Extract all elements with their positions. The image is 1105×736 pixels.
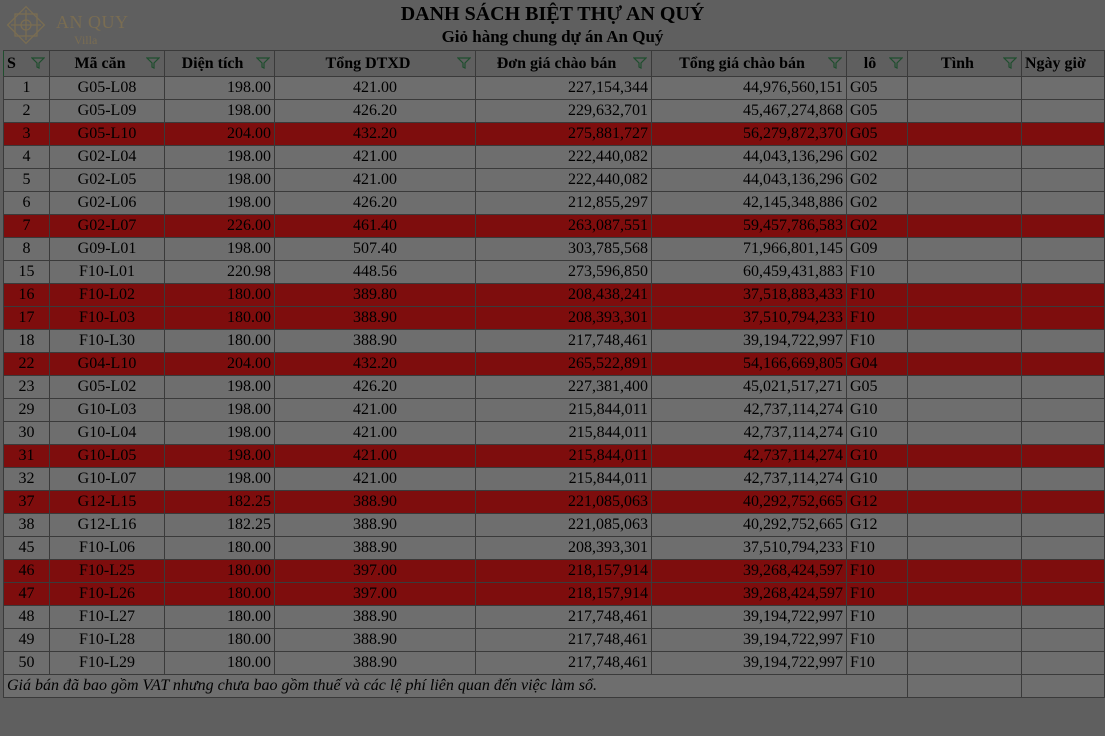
cell-tinh[interactable] — [908, 238, 1022, 261]
cell-dtxd[interactable]: 397.00 — [275, 583, 476, 606]
cell-dt[interactable]: 180.00 — [165, 537, 275, 560]
cell-tg[interactable]: 60,459,431,883 — [652, 261, 847, 284]
cell-tg[interactable]: 40,292,752,665 — [652, 491, 847, 514]
table-row[interactable] — [4, 629, 1105, 652]
cell-dt[interactable]: 180.00 — [165, 330, 275, 353]
cell-lo[interactable]: F10 — [847, 537, 908, 560]
cell-ngay[interactable] — [1022, 652, 1105, 675]
col-header-ma-can[interactable]: Mã căn — [50, 51, 165, 77]
table-row[interactable] — [4, 606, 1105, 629]
cell-ngay[interactable] — [1022, 606, 1105, 629]
cell-tg[interactable]: 39,194,722,997 — [652, 606, 847, 629]
cell-tinh[interactable] — [908, 77, 1022, 100]
col-header-don-gia[interactable]: Đơn giá chào bán — [476, 51, 652, 77]
table-row[interactable] — [4, 77, 1105, 100]
cell-dt[interactable]: 198.00 — [165, 192, 275, 215]
cell-ngay[interactable] — [1022, 583, 1105, 606]
cell-dg[interactable]: 222,440,082 — [476, 169, 652, 192]
cell-tinh[interactable] — [908, 583, 1022, 606]
cell-dg[interactable]: 218,157,914 — [476, 560, 652, 583]
table-body — [4, 77, 1105, 698]
table-row[interactable] — [4, 192, 1105, 215]
cell-tinh[interactable] — [908, 445, 1022, 468]
note-row — [4, 675, 1105, 698]
cell-tinh[interactable] — [908, 514, 1022, 537]
cell-tg[interactable]: 42,737,114,274 — [652, 468, 847, 491]
cell-ngay[interactable] — [1022, 514, 1105, 537]
table-row[interactable] — [4, 560, 1105, 583]
cell-dt[interactable]: 180.00 — [165, 652, 275, 675]
cell-tg[interactable]: 42,737,114,274 — [652, 445, 847, 468]
cell-dtxd[interactable]: 388.90 — [275, 606, 476, 629]
cell-dt[interactable]: 220.98 — [165, 261, 275, 284]
cell-dg[interactable]: 265,522,891 — [476, 353, 652, 376]
cell-dt[interactable]: 198.00 — [165, 169, 275, 192]
cell-s[interactable]: 1 — [4, 77, 50, 100]
cell-dg[interactable]: 215,844,011 — [476, 468, 652, 491]
cell-tinh[interactable] — [908, 399, 1022, 422]
cell-dt[interactable]: 204.00 — [165, 123, 275, 146]
cell-ma[interactable]: G10-L05 — [50, 445, 165, 468]
table-row[interactable] — [4, 284, 1105, 307]
cell-tinh[interactable] — [908, 629, 1022, 652]
cell-dt[interactable]: 198.00 — [165, 146, 275, 169]
table-row[interactable] — [4, 514, 1105, 537]
cell-dtxd[interactable]: 426.20 — [275, 192, 476, 215]
table-row[interactable] — [4, 330, 1105, 353]
cell-s[interactable]: 23 — [4, 376, 50, 399]
cell-dtxd[interactable]: 389.80 — [275, 284, 476, 307]
cell-ngay[interactable] — [1022, 353, 1105, 376]
cell-dg[interactable]: 208,438,241 — [476, 284, 652, 307]
cell-dt[interactable]: 198.00 — [165, 238, 275, 261]
cell-dg[interactable]: 227,381,400 — [476, 376, 652, 399]
cell-dg[interactable]: 217,748,461 — [476, 629, 652, 652]
cell-lo[interactable]: G10 — [847, 445, 908, 468]
filter-dropdown-icon[interactable] — [889, 57, 903, 69]
cell-ma[interactable]: F10-L29 — [50, 652, 165, 675]
cell-ngay[interactable] — [1022, 215, 1105, 238]
table-row[interactable] — [4, 123, 1105, 146]
cell-tinh[interactable] — [908, 146, 1022, 169]
cell-lo[interactable]: F10 — [847, 284, 908, 307]
cell-lo[interactable]: G10 — [847, 422, 908, 445]
cell-ma[interactable]: G04-L10 — [50, 353, 165, 376]
cell-s[interactable]: 31 — [4, 445, 50, 468]
col-header-tong-dtxd[interactable]: Tổng DTXD — [275, 51, 476, 77]
cell-s[interactable]: 30 — [4, 422, 50, 445]
cell-dtxd[interactable]: 421.00 — [275, 422, 476, 445]
col-header-tinh[interactable]: Tình — [908, 51, 1022, 77]
cell-dg[interactable]: 215,844,011 — [476, 399, 652, 422]
cell-ma[interactable]: F10-L27 — [50, 606, 165, 629]
cell-lo[interactable]: F10 — [847, 307, 908, 330]
cell-ma[interactable]: G05-L09 — [50, 100, 165, 123]
table-row[interactable] — [4, 491, 1105, 514]
cell-s[interactable]: 5 — [4, 169, 50, 192]
cell-tinh[interactable] — [908, 261, 1022, 284]
cell-tg[interactable]: 44,043,136,296 — [652, 169, 847, 192]
cell-s[interactable]: 16 — [4, 284, 50, 307]
cell-tg[interactable]: 42,737,114,274 — [652, 399, 847, 422]
note-text: Giá bán đã bao gồm VAT nhưng chưa bao gồm thuế và các lệ phí liên quan đến việc làm sổ. — [4, 675, 908, 698]
cell-s[interactable]: 4 — [4, 146, 50, 169]
cell-dtxd[interactable]: 421.00 — [275, 445, 476, 468]
table-row[interactable] — [4, 652, 1105, 675]
col-header-lo[interactable]: lô — [847, 51, 908, 77]
note-cell-ngay[interactable] — [1022, 675, 1105, 698]
cell-dtxd[interactable]: 432.20 — [275, 123, 476, 146]
cell-tg[interactable]: 39,194,722,997 — [652, 652, 847, 675]
cell-ma[interactable]: G12-L16 — [50, 514, 165, 537]
table-row[interactable] — [4, 537, 1105, 560]
cell-lo[interactable]: G05 — [847, 77, 908, 100]
cell-ngay[interactable] — [1022, 468, 1105, 491]
cell-ma[interactable]: G02-L07 — [50, 215, 165, 238]
cell-ma[interactable]: G02-L05 — [50, 169, 165, 192]
cell-s[interactable]: 22 — [4, 353, 50, 376]
cell-dtxd[interactable]: 421.00 — [275, 77, 476, 100]
cell-ma[interactable]: F10-L26 — [50, 583, 165, 606]
table-row[interactable] — [4, 261, 1105, 284]
cell-ma[interactable]: G09-L01 — [50, 238, 165, 261]
table-row[interactable] — [4, 445, 1105, 468]
cell-ngay[interactable] — [1022, 307, 1105, 330]
cell-tinh[interactable] — [908, 560, 1022, 583]
col-header-s[interactable]: S — [4, 51, 50, 77]
cell-dg[interactable]: 273,596,850 — [476, 261, 652, 284]
cell-tinh[interactable] — [908, 652, 1022, 675]
cell-tg[interactable]: 37,510,794,233 — [652, 537, 847, 560]
cell-tg[interactable]: 71,966,801,145 — [652, 238, 847, 261]
filter-dropdown-icon[interactable] — [31, 57, 45, 69]
cell-dt[interactable]: 182.25 — [165, 514, 275, 537]
cell-lo[interactable]: G05 — [847, 123, 908, 146]
col-header-dien-tich[interactable]: Diện tích — [165, 51, 275, 77]
cell-dtxd[interactable]: 388.90 — [275, 330, 476, 353]
cell-tg[interactable]: 54,166,669,805 — [652, 353, 847, 376]
filter-dropdown-icon[interactable] — [828, 57, 842, 69]
cell-s[interactable]: 2 — [4, 100, 50, 123]
cell-ma[interactable]: F10-L06 — [50, 537, 165, 560]
cell-dg[interactable]: 227,154,344 — [476, 77, 652, 100]
cell-dtxd[interactable]: 388.90 — [275, 307, 476, 330]
cell-dtxd[interactable]: 426.20 — [275, 100, 476, 123]
cell-ma[interactable]: G10-L04 — [50, 422, 165, 445]
cell-dg[interactable]: 217,748,461 — [476, 330, 652, 353]
cell-dt[interactable]: 198.00 — [165, 422, 275, 445]
cell-lo[interactable]: F10 — [847, 606, 908, 629]
cell-tg[interactable]: 56,279,872,370 — [652, 123, 847, 146]
cell-dg[interactable]: 212,855,297 — [476, 192, 652, 215]
cell-dg[interactable]: 275,881,727 — [476, 123, 652, 146]
cell-dg[interactable]: 215,844,011 — [476, 445, 652, 468]
cell-ngay[interactable] — [1022, 491, 1105, 514]
cell-ngay[interactable] — [1022, 284, 1105, 307]
cell-ngay[interactable] — [1022, 123, 1105, 146]
cell-dt[interactable]: 204.00 — [165, 353, 275, 376]
cell-dtxd[interactable]: 421.00 — [275, 468, 476, 491]
cell-dt[interactable]: 226.00 — [165, 215, 275, 238]
cell-ngay[interactable] — [1022, 629, 1105, 652]
cell-ma[interactable]: F10-L01 — [50, 261, 165, 284]
cell-dtxd[interactable]: 507.40 — [275, 238, 476, 261]
cell-dt[interactable]: 182.25 — [165, 491, 275, 514]
cell-dtxd[interactable]: 432.20 — [275, 353, 476, 376]
cell-s[interactable]: 29 — [4, 399, 50, 422]
cell-dg[interactable]: 215,844,011 — [476, 422, 652, 445]
cell-lo[interactable]: F10 — [847, 560, 908, 583]
cell-s[interactable]: 46 — [4, 560, 50, 583]
cell-ngay[interactable] — [1022, 77, 1105, 100]
cell-tg[interactable]: 59,457,786,583 — [652, 215, 847, 238]
cell-ngay[interactable] — [1022, 422, 1105, 445]
cell-ngay[interactable] — [1022, 445, 1105, 468]
cell-tg[interactable]: 44,976,560,151 — [652, 77, 847, 100]
cell-ngay[interactable] — [1022, 238, 1105, 261]
cell-ma[interactable]: G02-L06 — [50, 192, 165, 215]
cell-dg[interactable]: 229,632,701 — [476, 100, 652, 123]
cell-lo[interactable]: G02 — [847, 192, 908, 215]
table-row[interactable] — [4, 583, 1105, 606]
cell-dtxd[interactable]: 421.00 — [275, 399, 476, 422]
cell-lo[interactable]: G12 — [847, 491, 908, 514]
table-row[interactable] — [4, 146, 1105, 169]
cell-lo[interactable]: F10 — [847, 583, 908, 606]
cell-tg[interactable]: 44,043,136,296 — [652, 146, 847, 169]
cell-dt[interactable]: 198.00 — [165, 100, 275, 123]
table-row[interactable] — [4, 307, 1105, 330]
cell-ma[interactable]: G10-L07 — [50, 468, 165, 491]
cell-dtxd[interactable]: 421.00 — [275, 169, 476, 192]
header-row — [4, 51, 1105, 77]
cell-dt[interactable]: 180.00 — [165, 606, 275, 629]
table-row[interactable] — [4, 376, 1105, 399]
note-cell-tinh[interactable] — [908, 675, 1022, 698]
cell-dt[interactable]: 180.00 — [165, 307, 275, 330]
cell-s[interactable]: 50 — [4, 652, 50, 675]
villa-table — [3, 50, 1105, 698]
cell-s[interactable]: 47 — [4, 583, 50, 606]
cell-ma[interactable]: G02-L04 — [50, 146, 165, 169]
cell-tinh[interactable] — [908, 606, 1022, 629]
cell-s[interactable]: 3 — [4, 123, 50, 146]
cell-ngay[interactable] — [1022, 261, 1105, 284]
table-row[interactable] — [4, 422, 1105, 445]
cell-lo[interactable]: G04 — [847, 353, 908, 376]
cell-tg[interactable]: 45,021,517,271 — [652, 376, 847, 399]
cell-tg[interactable]: 40,292,752,665 — [652, 514, 847, 537]
cell-tinh[interactable] — [908, 422, 1022, 445]
cell-tg[interactable]: 42,145,348,886 — [652, 192, 847, 215]
cell-s[interactable]: 17 — [4, 307, 50, 330]
cell-dg[interactable]: 208,393,301 — [476, 307, 652, 330]
cell-dt[interactable]: 198.00 — [165, 445, 275, 468]
cell-ngay[interactable] — [1022, 169, 1105, 192]
cell-s[interactable]: 7 — [4, 215, 50, 238]
cell-ngay[interactable] — [1022, 376, 1105, 399]
cell-tinh[interactable] — [908, 353, 1022, 376]
cell-tinh[interactable] — [908, 169, 1022, 192]
cell-dt[interactable]: 180.00 — [165, 560, 275, 583]
table-row[interactable] — [4, 468, 1105, 491]
cell-dt[interactable]: 180.00 — [165, 629, 275, 652]
filter-dropdown-icon[interactable] — [633, 57, 647, 69]
cell-dt[interactable]: 198.00 — [165, 399, 275, 422]
cell-ma[interactable]: F10-L25 — [50, 560, 165, 583]
cell-s[interactable]: 49 — [4, 629, 50, 652]
col-header-ngay-gio[interactable]: Ngày giờ — [1022, 51, 1105, 77]
cell-ma[interactable]: G10-L03 — [50, 399, 165, 422]
cell-dg[interactable]: 222,440,082 — [476, 146, 652, 169]
page-title: DANH SÁCH BIỆT THỰ AN QUÝ — [400, 3, 705, 25]
cell-ma[interactable]: G05-L10 — [50, 123, 165, 146]
cell-tinh[interactable] — [908, 192, 1022, 215]
cell-dt[interactable]: 198.00 — [165, 376, 275, 399]
table-row[interactable] — [4, 238, 1105, 261]
cell-tg[interactable]: 45,467,274,868 — [652, 100, 847, 123]
cell-ma[interactable]: F10-L03 — [50, 307, 165, 330]
table-row[interactable] — [4, 100, 1105, 123]
cell-tinh[interactable] — [908, 284, 1022, 307]
cell-tg[interactable]: 39,194,722,997 — [652, 629, 847, 652]
cell-dg[interactable]: 208,393,301 — [476, 537, 652, 560]
cell-ma[interactable]: F10-L30 — [50, 330, 165, 353]
cell-ngay[interactable] — [1022, 100, 1105, 123]
table-row[interactable] — [4, 169, 1105, 192]
cell-lo[interactable]: G09 — [847, 238, 908, 261]
cell-dg[interactable]: 303,785,568 — [476, 238, 652, 261]
cell-s[interactable]: 48 — [4, 606, 50, 629]
cell-lo[interactable]: G12 — [847, 514, 908, 537]
cell-tg[interactable]: 39,268,424,597 — [652, 560, 847, 583]
cell-lo[interactable]: G02 — [847, 146, 908, 169]
cell-lo[interactable]: F10 — [847, 652, 908, 675]
cell-s[interactable]: 15 — [4, 261, 50, 284]
cell-s[interactable]: 18 — [4, 330, 50, 353]
cell-s[interactable]: 8 — [4, 238, 50, 261]
filter-dropdown-icon[interactable] — [1003, 57, 1017, 69]
cell-ma[interactable]: G12-L15 — [50, 491, 165, 514]
cell-lo[interactable]: G10 — [847, 468, 908, 491]
cell-dtxd[interactable]: 388.90 — [275, 537, 476, 560]
filter-dropdown-icon[interactable] — [457, 57, 471, 69]
filter-dropdown-icon[interactable] — [146, 57, 160, 69]
cell-tinh[interactable] — [908, 468, 1022, 491]
cell-dtxd[interactable]: 388.90 — [275, 629, 476, 652]
logo-brand: AN QUY — [56, 12, 129, 32]
cell-dg[interactable]: 218,157,914 — [476, 583, 652, 606]
cell-ngay[interactable] — [1022, 560, 1105, 583]
cell-tinh[interactable] — [908, 100, 1022, 123]
cell-dg[interactable]: 221,085,063 — [476, 491, 652, 514]
cell-tg[interactable]: 39,194,722,997 — [652, 330, 847, 353]
cell-tinh[interactable] — [908, 491, 1022, 514]
cell-s[interactable]: 37 — [4, 491, 50, 514]
cell-dtxd[interactable]: 426.20 — [275, 376, 476, 399]
table-row[interactable] — [4, 399, 1105, 422]
cell-dtxd[interactable]: 421.00 — [275, 146, 476, 169]
cell-dg[interactable]: 217,748,461 — [476, 606, 652, 629]
cell-ma[interactable]: F10-L02 — [50, 284, 165, 307]
cell-lo[interactable]: G05 — [847, 376, 908, 399]
cell-dg[interactable]: 263,087,551 — [476, 215, 652, 238]
cell-s[interactable]: 45 — [4, 537, 50, 560]
cell-dtxd[interactable]: 448.56 — [275, 261, 476, 284]
cell-dt[interactable]: 198.00 — [165, 468, 275, 491]
cell-ngay[interactable] — [1022, 192, 1105, 215]
cell-tinh[interactable] — [908, 215, 1022, 238]
cell-tinh[interactable] — [908, 123, 1022, 146]
cell-ngay[interactable] — [1022, 146, 1105, 169]
table-row[interactable] — [4, 353, 1105, 376]
cell-ngay[interactable] — [1022, 399, 1105, 422]
cell-tg[interactable]: 37,510,794,233 — [652, 307, 847, 330]
sheet-header — [0, 0, 1105, 50]
cell-lo[interactable]: G02 — [847, 169, 908, 192]
cell-dg[interactable]: 221,085,063 — [476, 514, 652, 537]
table-row[interactable] — [4, 215, 1105, 238]
cell-lo[interactable]: F10 — [847, 261, 908, 284]
cell-s[interactable]: 32 — [4, 468, 50, 491]
cell-lo[interactable]: G02 — [847, 215, 908, 238]
cell-tg[interactable]: 42,737,114,274 — [652, 422, 847, 445]
cell-dg[interactable]: 217,748,461 — [476, 652, 652, 675]
cell-s[interactable]: 6 — [4, 192, 50, 215]
cell-tinh[interactable] — [908, 307, 1022, 330]
cell-dt[interactable]: 180.00 — [165, 583, 275, 606]
cell-lo[interactable]: F10 — [847, 629, 908, 652]
col-header-tong-gia[interactable]: Tổng giá chào bán — [652, 51, 847, 77]
cell-s[interactable]: 38 — [4, 514, 50, 537]
cell-tg[interactable]: 39,268,424,597 — [652, 583, 847, 606]
cell-lo[interactable]: G10 — [847, 399, 908, 422]
cell-dtxd[interactable]: 388.90 — [275, 652, 476, 675]
cell-tg[interactable]: 37,518,883,433 — [652, 284, 847, 307]
cell-tinh[interactable] — [908, 376, 1022, 399]
cell-dtxd[interactable]: 388.90 — [275, 491, 476, 514]
cell-dt[interactable]: 180.00 — [165, 284, 275, 307]
cell-dtxd[interactable]: 388.90 — [275, 514, 476, 537]
cell-tinh[interactable] — [908, 537, 1022, 560]
cell-dtxd[interactable]: 461.40 — [275, 215, 476, 238]
cell-ngay[interactable] — [1022, 537, 1105, 560]
cell-lo[interactable]: F10 — [847, 330, 908, 353]
cell-tinh[interactable] — [908, 330, 1022, 353]
cell-dt[interactable]: 198.00 — [165, 77, 275, 100]
filter-dropdown-icon[interactable] — [256, 57, 270, 69]
cell-ma[interactable]: G05-L02 — [50, 376, 165, 399]
logo-sub: Villa — [74, 33, 98, 47]
cell-ma[interactable]: F10-L28 — [50, 629, 165, 652]
cell-dtxd[interactable]: 397.00 — [275, 560, 476, 583]
cell-lo[interactable]: G05 — [847, 100, 908, 123]
cell-ma[interactable]: G05-L08 — [50, 77, 165, 100]
page-subtitle: Giỏ hàng chung dự án An Quý — [441, 27, 664, 46]
cell-ngay[interactable] — [1022, 330, 1105, 353]
